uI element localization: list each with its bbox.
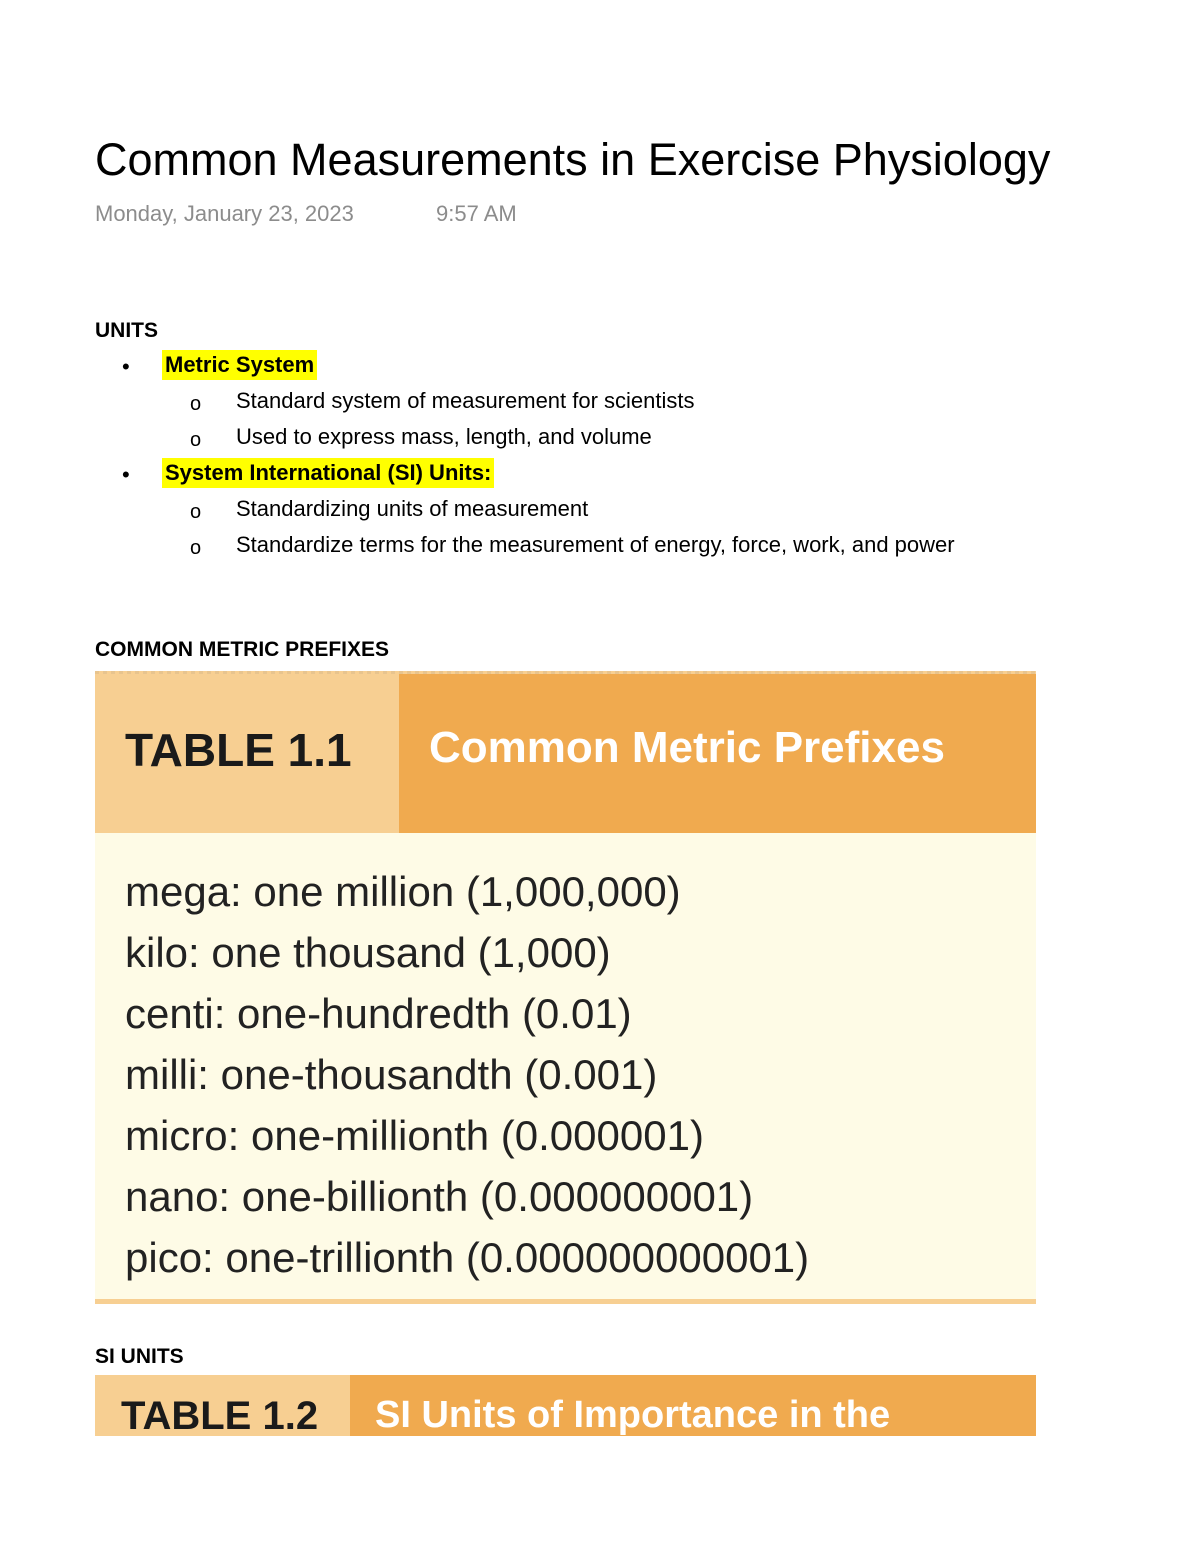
- table-top-border: [95, 671, 1036, 674]
- sub-item: Standard system of measurement for scientists: [236, 388, 695, 413]
- sub-item: Standardize terms for the measurement of energy, force, work, and power: [236, 532, 955, 557]
- page-title: Common Measurements in Exercise Physiology: [95, 134, 1051, 185]
- table-title: SI Units of Importance in the: [375, 1394, 891, 1436]
- prefixes-heading: COMMON METRIC PREFIXES: [95, 638, 390, 661]
- list-item: nano: one-billionth (0.000000001): [125, 1173, 754, 1220]
- sub-item: Used to express mass, length, and volume: [236, 424, 652, 449]
- sub-item: Standardizing units of measurement: [236, 496, 589, 521]
- table-label: TABLE 1.1: [125, 724, 352, 776]
- list-item: milli: one-thousandth (0.001): [125, 1051, 658, 1098]
- bullet-metric-system: Metric System: [162, 350, 317, 380]
- sub-bullet-icon: o: [190, 537, 202, 559]
- page-time: 9:57 AM: [436, 201, 517, 226]
- si-units-heading: SI UNITS: [95, 1345, 184, 1368]
- list-item: pico: one-trillionth (0.000000000001): [125, 1234, 810, 1281]
- bullet-icon: •: [122, 354, 130, 379]
- list-item: mega: one million (1,000,000): [125, 868, 681, 915]
- table-label: TABLE 1.2: [121, 1394, 319, 1436]
- bullet-si-units: System International (SI) Units:: [162, 458, 494, 488]
- prefix-list: [125, 861, 809, 1288]
- table-body: [95, 833, 1036, 1299]
- table-bottom-border: [95, 1299, 1036, 1304]
- sub-bullet-icon: o: [190, 501, 202, 523]
- units-heading: UNITS: [95, 319, 158, 342]
- table-title: Common Metric Prefixes: [429, 723, 945, 772]
- si-units-table: [95, 1375, 1036, 1436]
- metric-prefixes-table: [95, 671, 1036, 1304]
- sub-bullet-icon: o: [190, 393, 202, 415]
- list-item: centi: one-hundredth (0.01): [125, 990, 632, 1037]
- page-date: Monday, January 23, 2023: [95, 201, 354, 226]
- bullet-icon: •: [122, 462, 130, 487]
- list-item: micro: one-millionth (0.000001): [125, 1112, 704, 1159]
- sub-bullet-icon: o: [190, 429, 202, 451]
- table-header: [95, 671, 1036, 833]
- list-item: kilo: one thousand (1,000): [125, 929, 611, 976]
